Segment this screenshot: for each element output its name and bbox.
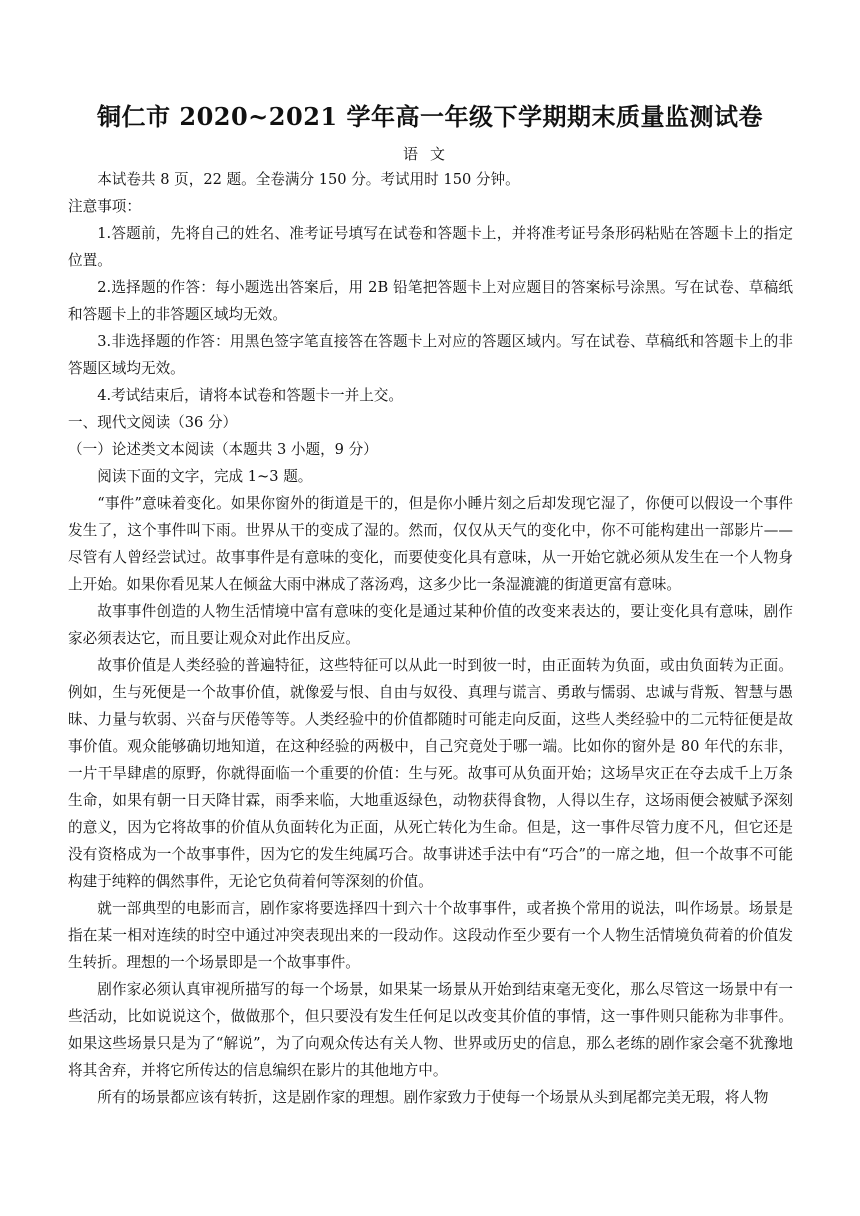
passage-paragraph: 故事价值是人类经验的普遍特征，这些特征可以从此一时到彼一时，由正面转为负面，或由负面转为正面。例如，生与死便是一个故事价值，就像爱与恨、自由与奴役、真理与谎言、勇敢与懦弱、忠诚与背叛、智慧与愚昧、力量与软弱、兴奋与厌倦等等。人类经验中的价值都随时可能走向反面，这些人类经验中的二元特征便是故事价值。观众能够确切地知道，在这种经验的两极中，自己究竟处于哪一端。比如你的窗外是 80 年代的东非，一片干旱肆虐的原野，你就得面临一个重要的价值：生与死。故事可从负面开始；这场旱灾正在夺去成千上万条生命，如果有朝一日天降甘霖，雨季来临，大地重返绿色，动物获得食物，人得以生存，这场雨便会被赋予深刻的意义，因为它将故事的价值从负面转化为正面，从死亡转化为生命。但是，这一事件尽管力度不凡，但它还是没有资格成为一个故事事件，因为它的发生纯属巧合。故事讲述手法中有“巧合”的一席之地，但一个故事不可能构建于纯粹的偶然事件，无论它负荷着何等深刻的价值。: [68, 657, 793, 890]
reading-instruction: 阅读下面的文字，完成 1~3 题。: [97, 468, 313, 485]
subsection-heading: （一）论述类文本阅读（本题共 3 小题，9 分）: [68, 441, 378, 458]
passage-paragraph: 就一部典型的电影而言，剧作家将要选择四十到六十个故事事件，或者换个常用的说法，叫作场景。场景是指在某一相对连续的时空中通过冲突表现出来的一段动作。这段动作至少要有一个人物生活情境负荷着的价值发生转折。理想的一个场景即是一个故事事件。: [68, 900, 793, 971]
notice-item: 1.答题前，先将自己的姓名、准考证号填写在试卷和答题卡上，并将准考证号条形码粘贴在答题卡上的指定位置。: [68, 225, 793, 269]
notice-item: 3.非选择题的作答：用黑色签字笔直接答在答题卡上对应的答题区域内。写在试卷、草稿纸和答题卡上的非答题区域均无效。: [68, 333, 793, 377]
passage-paragraph: 所有的场景都应该有转折，这是剧作家的理想。剧作家致力于使每一个场景从头到尾都完美无瑕，将人物: [97, 1089, 769, 1106]
notice-item: 4.考试结束后，请将本试卷和答题卡一并上交。: [97, 387, 403, 404]
section-heading: 一、现代文阅读（36 分）: [68, 414, 238, 431]
passage-paragraph: 故事事件创造的人物生活情境中富有意味的变化是通过某种价值的改变来表达的，要让变化具有意味，剧作家必须表达它，而且要让观众对此作出反应。: [68, 603, 793, 647]
exam-body: [68, 166, 793, 1111]
notice-heading: 注意事项：: [68, 198, 141, 215]
subject-label: 语文: [402, 145, 457, 163]
exam-intro: 本试卷共 8 页，22 题。全卷满分 150 分。考试用时 150 分钟。: [97, 171, 520, 188]
exam-title: 铜仁市 2020~2021 学年高一年级下学期期末质量监测试卷: [97, 102, 763, 131]
passage-paragraph: “事件”意味着变化。如果你窗外的街道是干的，但是你小睡片刻之后却发现它湿了，你便可以假设一个事件发生了，这个事件叫下雨。世界从干的变成了湿的。然而，仅仅从天气的变化中，你不可能构建出一部影片——尽管有人曾经尝试过。故事事件是有意味的变化，而要使变化具有意味，从一开始它就必须从发生在一个人物身上开始。如果你看见某人在倾盆大雨中淋成了落汤鸡，这多少比一条湿漉漉的街道更富有意味。: [68, 495, 793, 593]
passage-paragraph: 剧作家必须认真审视所描写的每一个场景，如果某一场景从开始到结束毫无变化，那么尽管这一场景中有一些活动，比如说说这个，做做那个，但只要没有发生任何足以改变其价值的事情，这一事件则只能称为非事件。如果这些场景只是为了“解说”，为了向观众传达有关人物、世界或历史的信息，那么老练的剧作家会毫不犹豫地将其舍弃，并将它所传达的信息编织在影片的其他地方中。: [68, 981, 793, 1079]
notice-item: 2.选择题的作答：每小题选出答案后，用 2B 铅笔把答题卡上对应题目的答案标号涂黑。写在试卷、草稿纸和答题卡上的非答题区域均无效。: [68, 279, 793, 323]
